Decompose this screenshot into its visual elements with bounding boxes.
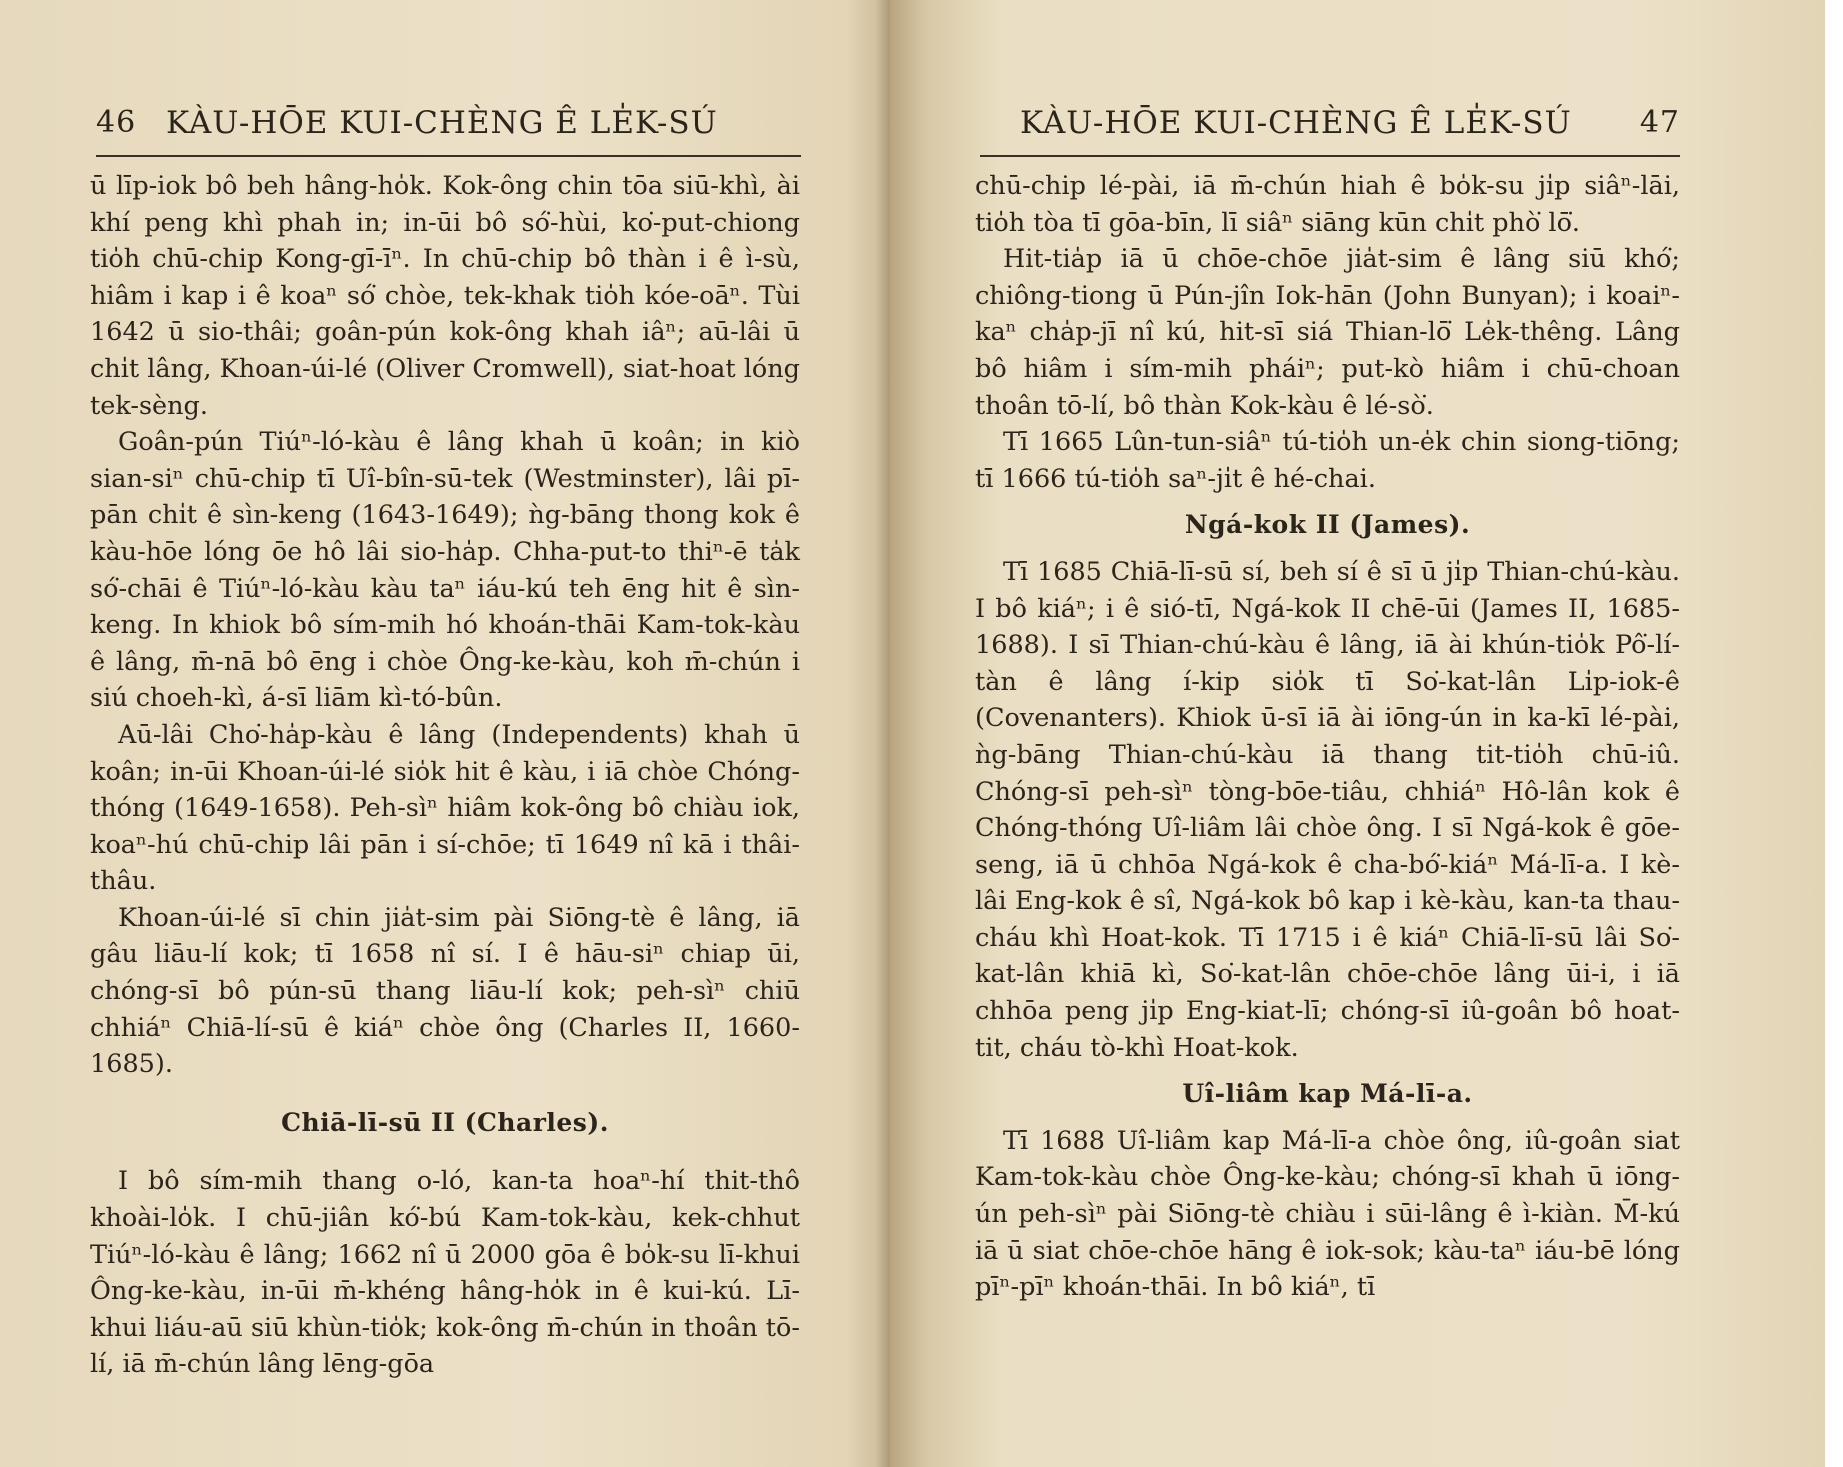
paragraph: Tī 1685 Chiā-lī-sū sí, beh sí ê sī ū ji̍p Thian-chú-kàu. I bô kiáⁿ; i ê sió-tī, Ngá-kok II chē-ūi (James II, 1685-1688). I sī Thian-chú-kàu ê lâng, iā ài khún-tio̍k Pô͘-lí-tàn ê lâng í-kip sio̍k tī So͘-kat-lân Li̍p-iok-ê (Covenanters). Khiok ū-sī iā ài iōng-ún in ka-kī lé-pài, ǹg-bāng Thian-chú-kàu iā thang tit-tio̍h chū-iû. Chóng-sī peh-sìⁿ tòng-bōe-tiâu, chhiáⁿ Hô-lân kok ê Chóng-thóng Uî-liâm lâi chòe ông. I sī Ngá-kok ê gōe-seng, iā ū chhōa Ngá-kok ê cha-bó͘-kiáⁿ Má-lī-a. I kè-lâi Eng-kok ê sî, Ngá-kok bô kap i kè-kàu, kan-ta thau-cháu khì Hoat-kok. Tī 1715 i ê kiáⁿ Chiā-lī-sū lâi So͘-kat-lân khiā kì, So͘-kat-lân chōe-chōe lâng ūi-i, i iā chhōa peng ji̍p Eng-kiat-lī; chóng-sī iû-goân bô hoat-tit, cháu tò-khì Hoat-kok. (975, 556, 1680, 1063)
paragraph: Aū-lâi Cho͘-ha̍p-kàu ê lâng (Independents) khah ū koân; in-ūi Khoan-úi-lé sio̍k hit ê kàu, i iā chòe Chóng-thóng (1649-1658). Peh-sìⁿ hiâm kok-ông bô chiàu iok, koaⁿ-hú chū-chip lâi pān i sí-chōe; tī 1649 nî kā i thâi-thâu. (90, 719, 800, 897)
paragraph: chū-chip lé-pài, iā m̄-chún hiah ê bo̍k-su ji̍p siâⁿ-lāi, tio̍h tòa tī gōa-bīn, lī siâⁿ siāng kūn chi̍t phò͘ lō͘. (975, 171, 1680, 238)
paragraph: Hit-tia̍p iā ū chōe-chōe jia̍t-sim ê lâng siū khó͘; chiông-tiong ū Pún-jîn Iok-hān (John Bunyan); i koaiⁿ-kaⁿ cha̍p-jī nî kú, hit-sī siá Thian-lō͘ Le̍k-thêng. Lâng bô hiâm i sím-mih pháiⁿ; put-kò hiâm i chū-choan thoân tō-lí, bô thàn Kok-kàu ê lé-sò͘. (975, 244, 1680, 421)
paragraph: Goân-pún Tiúⁿ-ló-kàu ê lâng khah ū koân; in kiò sian-siⁿ chū-chip tī Uî-bîn-sū-tek (Westminster), lâi pī-pān chi̍t ê sìn-keng (1643-1649); ǹg-bāng thong kok ê kàu-hōe lóng ōe hô lâi sio-ha̍p. Chha-put-to thiⁿ-ē ta̍k só͘-chāi ê Tiúⁿ-ló-kàu kàu taⁿ iáu-kú teh ēng hit ê sìn-keng. In khiok bô sím-mih hó khoán-thāi Kam-tok-kàu ê lâng, m̄-nā bô ēng i chòe Ông-ke-kàu, koh m̄-chún i siú choeh-kì, á-sī liām kì-tó-bûn. (90, 427, 800, 714)
left-header-rule (96, 155, 801, 157)
paragraph: Tī 1665 Lûn-tun-siâⁿ tú-tio̍h un-e̍k chin siong-tiōng; tī 1666 tú-tio̍h saⁿ-ji̍t ê hé-chai. (975, 427, 1680, 494)
left-page-number: 46 (96, 105, 137, 140)
right-page-header (980, 105, 1680, 153)
paragraph: I bô sím-mih thang o-ló, kan-ta hoaⁿ-hí thit-thô khoài-lo̍k. I chū-jiân kó͘-bú Kam-tok-kàu, kek-chhut Tiúⁿ-ló-kàu ê lâng; 1662 nî ū 2000 gōa ê bo̍k-su lī-khui Ông-ke-kàu, in-ūi m̄-khéng hâng-ho̍k in ê kui-kú. Lī-khui liáu-aū siū khùn-tio̍k; kok-ông m̄-chún in thoân tō-lí, iā m̄-chún lâng lēng-gōa (90, 1166, 800, 1380)
scan-edge (1825, 0, 1843, 1467)
paragraph: ū līp-iok bô beh hâng-ho̍k. Kok-ông chin tōa siū-khì, ài khí peng khì phah in; in-ūi bô só͘-hùi, ko͘-put-chiong tio̍h chū-chip Kong-gī-īⁿ. In chū-chip bô thàn i ê ì-sù, hiâm i kap i ê koaⁿ só͘ chòe, tek-khak tio̍h kóe-oāⁿ. Tùi 1642 ū sio-thâi; goân-pún kok-ông khah iâⁿ; aū-lâi ū chi̍t lâng, Khoan-úi-lé (Oliver Cromwell), siat-hoat lóng tek-sèng. (90, 171, 800, 421)
right-page (890, 0, 1825, 1467)
left-page-body (90, 168, 800, 1383)
section-heading-charles: Chiā-lī-sū II (Charles). (281, 1107, 609, 1137)
left-running-title: KÀU-HŌE KUI-CHÈNG Ê LE̍K-SÚ (166, 105, 718, 141)
section-heading-william-mary: Uî-liâm kap Má-lī-a. (1182, 1079, 1473, 1109)
section-heading-james: Ngá-kok II (James). (1184, 510, 1471, 540)
left-page-header (96, 105, 801, 153)
right-page-number: 47 (1639, 105, 1680, 140)
paragraph: Tī 1688 Uî-liâm kap Má-lī-a chòe ông, iû-goân siat Kam-tok-kàu chòe Ông-ke-kàu; chóng-sī khah ū iōng-ún peh-sìⁿ pài Siōng-tè chiàu i sūi-lâng ê ì-kiàn. M̄-kú iā ū siat chōe-chōe hāng ê iok-sok; kàu-taⁿ iáu-bē lóng pīⁿ-pīⁿ khoán-thāi. In bô kiáⁿ, tī (975, 1125, 1680, 1303)
right-running-title: KÀU-HŌE KUI-CHÈNG Ê LE̍K-SÚ (1020, 105, 1572, 141)
right-header-rule (980, 155, 1680, 157)
right-page-body (975, 168, 1680, 1306)
paragraph: Khoan-úi-lé sī chin jia̍t-sim pài Siōng-tè ê lâng, iā gâu liāu-lí kok; tī 1658 nî sí. I ê hāu-siⁿ chiap ūi, chóng-sī bô pún-sū thang liāu-lí kok; peh-sìⁿ chiū chhiáⁿ Chiā-lí-sū ê kiáⁿ chòe ông (Charles II, 1660-1685). (90, 902, 800, 1080)
left-page (0, 0, 890, 1467)
